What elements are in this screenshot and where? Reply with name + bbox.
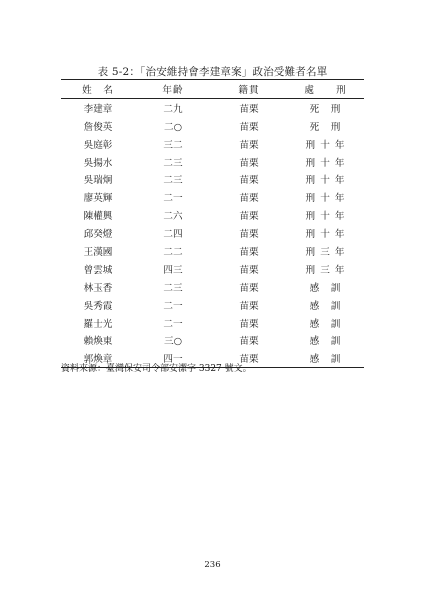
name-cell: 吳庭彰 — [83, 139, 113, 151]
page-number: 236 — [204, 560, 221, 570]
age-cell: 二三 — [163, 175, 183, 187]
header-origin: 籍貫 — [238, 84, 260, 96]
source-note: 資料來源：臺灣保安司令部安潔字 3327 號文。 — [61, 364, 252, 374]
header-age: 年齡 — [162, 84, 184, 96]
sentence-cell: 刑 十 年 — [305, 193, 346, 205]
name-cell: 郭煥章 — [83, 354, 113, 366]
table-row — [61, 188, 364, 206]
origin-cell: 苗栗 — [239, 246, 259, 258]
origin-cell: 苗栗 — [239, 336, 259, 348]
origin-cell: 苗栗 — [239, 300, 259, 312]
table-row — [61, 278, 364, 296]
origin-cell: 苗栗 — [239, 211, 259, 223]
header-row — [61, 80, 364, 99]
table-row — [61, 153, 364, 171]
sentence-cell: 感 訓 — [309, 282, 342, 294]
name-cell: 詹俊英 — [83, 121, 113, 133]
age-cell: 二三 — [163, 282, 183, 294]
table-row — [61, 331, 364, 349]
age-cell: 四三 — [163, 264, 183, 276]
age-cell: 二○ — [164, 121, 182, 133]
name-cell: 陳權興 — [83, 211, 113, 223]
origin-cell: 苗栗 — [239, 354, 259, 366]
age-cell: 二一 — [163, 300, 183, 312]
name-cell: 羅士光 — [83, 318, 113, 330]
age-cell: 二一 — [163, 318, 183, 330]
origin-cell: 苗栗 — [239, 103, 259, 115]
name-cell: 吳瑞炯 — [83, 175, 113, 187]
sentence-cell: 感 訓 — [309, 300, 342, 312]
age-cell: 三○ — [164, 336, 182, 348]
table-row — [61, 206, 364, 224]
sentence-cell: 刑 三 年 — [305, 246, 346, 258]
table-row — [61, 314, 364, 332]
name-cell: 王漢國 — [83, 246, 113, 258]
sentence-cell: 感 訓 — [309, 336, 342, 348]
age-cell: 二一 — [163, 193, 183, 205]
name-cell: 曾雲城 — [83, 264, 113, 276]
name-cell: 李建章 — [83, 103, 113, 115]
table-row — [61, 135, 364, 153]
victims-table — [61, 79, 364, 368]
age-cell: 二六 — [163, 211, 183, 223]
sentence-cell: 感 訓 — [309, 318, 342, 330]
origin-cell: 苗栗 — [239, 282, 259, 294]
origin-cell: 苗栗 — [239, 157, 259, 169]
origin-cell: 苗栗 — [239, 318, 259, 330]
table-row — [61, 224, 364, 242]
sentence-cell: 刑 十 年 — [305, 211, 346, 223]
sentence-cell: 刑 十 年 — [305, 229, 346, 241]
origin-cell: 苗栗 — [239, 121, 259, 133]
table-row — [61, 98, 364, 116]
name-cell: 吳揚水 — [83, 157, 113, 169]
age-cell: 二三 — [163, 157, 183, 169]
sentence-cell: 刑 三 年 — [305, 264, 346, 276]
name-cell: 賴煥東 — [83, 336, 113, 348]
sentence-cell: 死 刑 — [309, 103, 342, 115]
sentence-cell: 刑 十 年 — [305, 139, 346, 151]
sentence-cell: 感 訓 — [309, 354, 342, 366]
sentence-cell: 刑 十 年 — [305, 175, 346, 187]
table-row — [61, 117, 364, 135]
name-cell: 林玉香 — [83, 282, 113, 294]
name-cell: 廖英輝 — [83, 193, 113, 205]
origin-cell: 苗栗 — [239, 193, 259, 205]
age-cell: 二二 — [163, 246, 183, 258]
header-name: 姓 名 — [82, 84, 114, 96]
table-body — [61, 98, 364, 367]
origin-cell: 苗栗 — [239, 175, 259, 187]
age-cell: 三二 — [163, 139, 183, 151]
age-cell: 二四 — [163, 229, 183, 241]
table-row — [61, 296, 364, 314]
age-cell: 四一 — [163, 354, 183, 366]
name-cell: 邱癸燈 — [83, 229, 113, 241]
table-row — [61, 170, 364, 188]
table-caption: 表 5-2：「治安維持會李建章案」政治受難者名單 — [97, 66, 328, 78]
header-sentence: 處 刑 — [304, 84, 347, 96]
sentence-cell: 刑 十 年 — [305, 157, 346, 169]
table-row — [61, 242, 364, 260]
age-cell: 二九 — [163, 103, 183, 115]
origin-cell: 苗栗 — [239, 264, 259, 276]
table-row — [61, 260, 364, 278]
origin-cell: 苗栗 — [239, 139, 259, 151]
origin-cell: 苗栗 — [239, 229, 259, 241]
table-header — [61, 80, 364, 99]
sentence-cell: 死 刑 — [309, 121, 342, 133]
name-cell: 吳秀霞 — [83, 300, 113, 312]
